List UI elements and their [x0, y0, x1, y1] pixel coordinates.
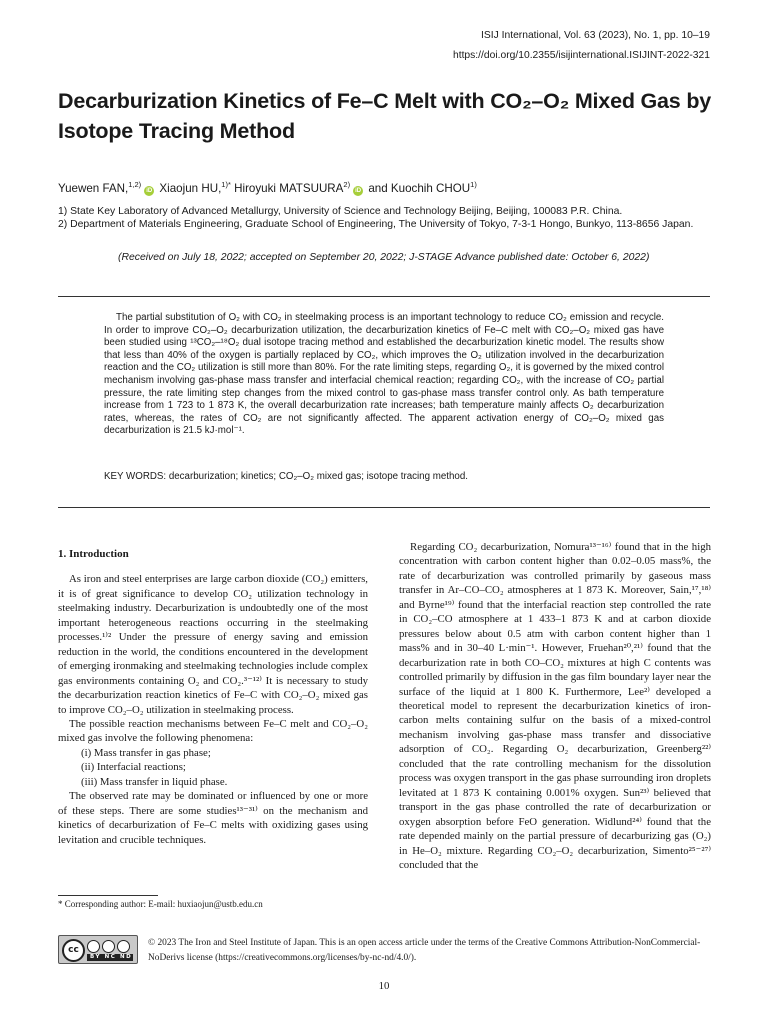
- author-name: Hiroyuki MATSUURA: [234, 181, 344, 195]
- cc-license-badge[interactable]: [58, 935, 138, 964]
- author-affiliation-marker: 2): [343, 180, 351, 189]
- license-statement: © 2023 The Iron and Steel Institute of Japan. This is an open access article under the terms of the Creative Commons Attribution-NonCommercial-NoDerivs license (https://creativecommons.org/licenses/by-nc-nd/4.0/).: [148, 938, 701, 963]
- license-badge-labels: BY NC ND: [87, 954, 133, 961]
- section-heading: 1. Introduction: [58, 548, 129, 560]
- nc-icon: [102, 940, 115, 953]
- keywords: KEY WORDS: decarburization; kinetics; CO₂–O₂ mixed gas; isotope tracing method.: [104, 471, 468, 482]
- author-list: [58, 177, 477, 197]
- list-item: (iii) Mass transfer in liquid phase.: [81, 775, 228, 788]
- list-item: (i) Mass transfer in gas phase;: [81, 746, 211, 759]
- divider: [58, 507, 710, 508]
- paragraph: The observed rate may be dominated or influenced by one or more of these steps. There are some studies¹³⁻³¹⁾ on the mechanism and kinetics of decarburization of Fe–C melts with oxidizing gases using levitation and crucible techniques.: [58, 790, 368, 846]
- affiliation: 1) State Key Laboratory of Advanced Metallurgy, University of Science and Technology Beijing, Beijing, 100083 P.R. China.: [58, 206, 623, 217]
- paragraph: As iron and steel enterprises are large carbon dioxide (CO₂) emitters, it is of great significance to develop CO₂ utilization technology in steelmaking industry. Decarburization is undoubtedly one of the most important heterogeneous reactions occurring in the steelmaking processes.¹⁾² Under the pressure of energy saving and emission reduction in the world, the conditions encountered in the development of emerging ironmaking and steelmaking technologies include complex gas environments containing O₂ and CO₂.³⁻¹²⁾ It is necessary to study the decarburization reaction kinetics of Fe–C with CO₂–O₂ mixed gas to improve CO₂–O₂ utilization in steelmaking process.: [58, 573, 368, 716]
- doi-link[interactable]: https://doi.org/10.2355/isijinternational.ISIJINT-2022-321: [452, 50, 710, 61]
- article-title: Decarburization Kinetics of Fe–C Melt with CO₂–O₂ Mixed Gas by Isotope Tracing Method: [58, 89, 712, 143]
- nd-icon: [117, 940, 130, 953]
- orcid-icon[interactable]: iD: [355, 187, 362, 194]
- journal-citation: ISIJ International, Vol. 63 (2023), No. 1, pp. 10–19: [481, 30, 710, 41]
- footnote-divider: [58, 895, 158, 896]
- received-dates: (Received on July 18, 2022; accepted on September 20, 2022; J-STAGE Advance published date: October 6, 2022): [118, 252, 650, 263]
- author-affiliation-marker: 1)*: [221, 180, 231, 189]
- list-item: (ii) Interfacial reactions;: [81, 761, 186, 774]
- corresponding-author-footnote: * Corresponding author: E-mail: huxiaojun@ustb.edu.cn: [58, 899, 263, 909]
- author-name: and Kuochih CHOU: [368, 181, 471, 195]
- column-right: [399, 540, 711, 872]
- author-affiliation-marker: 1,2): [128, 180, 142, 189]
- cc-icon: cc: [62, 939, 85, 962]
- by-icon: [87, 940, 100, 953]
- author-affiliation-marker: 1): [470, 180, 477, 189]
- orcid-icon[interactable]: iD: [146, 187, 153, 194]
- affiliations: [58, 205, 713, 231]
- paragraph: The possible reaction mechanisms between Fe–C melt and CO₂–O₂ mixed gas involve the following phenomena:: [58, 717, 368, 745]
- author-name: Yuewen FAN,: [58, 181, 129, 195]
- paragraph: Regarding CO₂ decarburization, Nomura¹³⁻¹⁶⁾ found that in the high concentration with carbon content higher than 0.02–0.05 mass%, the rate of decarburization was controlled primarily by gaseous mass transfer in Ar–CO–CO₂ atmospheres at 1 873 K. Moreover, Sain,¹⁷,¹⁸⁾ and Byrne¹⁹⁾ found that the interfacial reaction step controlled the rate in CO₂–CO atmosphere at 1 433–1 873 K and at carbon dioxide pressures below about 0.5 atm with carbon content higher than 1 mass% and in 30–40 L·min⁻¹. However, Fruehan²⁰,²¹⁾ found that the decarburization rate in both CO–CO₂ mixtures at high C contents was controlled primarily by diffusion in the gas film boundary layer near the surface of the liquid at 1 800 K. Furthermore, Lee²⁾ developed a theoretical model to represent the decarburization kinetics of iron-carbon melts containing sulfur on the basis of a mixed-control mechanism involving gas-phase mass transfer and dissociative adsorption of CO₂. Regarding O₂ decarburization, Greenberg²²⁾ concluded that the rate controlling mechanism for the dissolution process was oxygen transport in the gas phase surrounding iron droplets levitated at 1 873 K containing 0.001% oxygen. Sun²³⁾ believed that transport in the gas phase controlled the rate of decarburization or oxygen absorption before FeO generation. Widlund²⁴⁾ found that the rate depended mainly on the partial pressure of decarburizing gas (O₂) in He–O₂ mixture. Regarding CO₂–O₂ decarburization, Simento²⁵⁻²⁷⁾ concluded that the: [399, 541, 711, 871]
- divider: [58, 296, 710, 297]
- affiliation: 2) Department of Materials Engineering, Graduate School of Engineering, The University of Tokyo, 7-3-1 Hongo, Bunkyo, 113-8656 Japan.: [58, 219, 694, 231]
- page-number: 10: [378, 980, 390, 992]
- journal-header: [453, 26, 710, 66]
- abstract: The partial substitution of O₂ with CO₂ in steelmaking process is an important technology to reduce CO₂ emission and recycle. In order to improve CO₂–O₂ decarburization utilization, the decarburization kinetics of Fe–C melt with CO₂–O₂ mixed gas have been studied using ¹³CO₂–¹⁸O₂ dual isotope tracing method and established the decarburization kinetic model. The results show that less than 40% of the oxygen is partially replaced by CO₂, which improves the O₂ utilization involved in the decarburization reaction and the CO₂ utilization is still more than 80%. For the rate limiting steps, regarding O₂, it is governed by the mixed control mechanism involving gas-phase mass transfer and interfacial chemical reaction; regarding CO₂, with the increase of CO₂ partial pressure, the rate limiting step changes from the mixed control to gas-phase mass transfer control only. As bath temperature increase from 1 723 to 1 873 K, the overall decarburization rate increases; bath temperature mainly affects O₂ decarburization rates, whereas, the rates of CO₂ are not significantly affected. The apparent activation energy of CO₂–O₂ mixed gas decarburization is 21.5 kJ·mol⁻¹.: [104, 312, 664, 437]
- column-left: [58, 547, 368, 847]
- author-name: Xiaojun HU,: [159, 181, 222, 195]
